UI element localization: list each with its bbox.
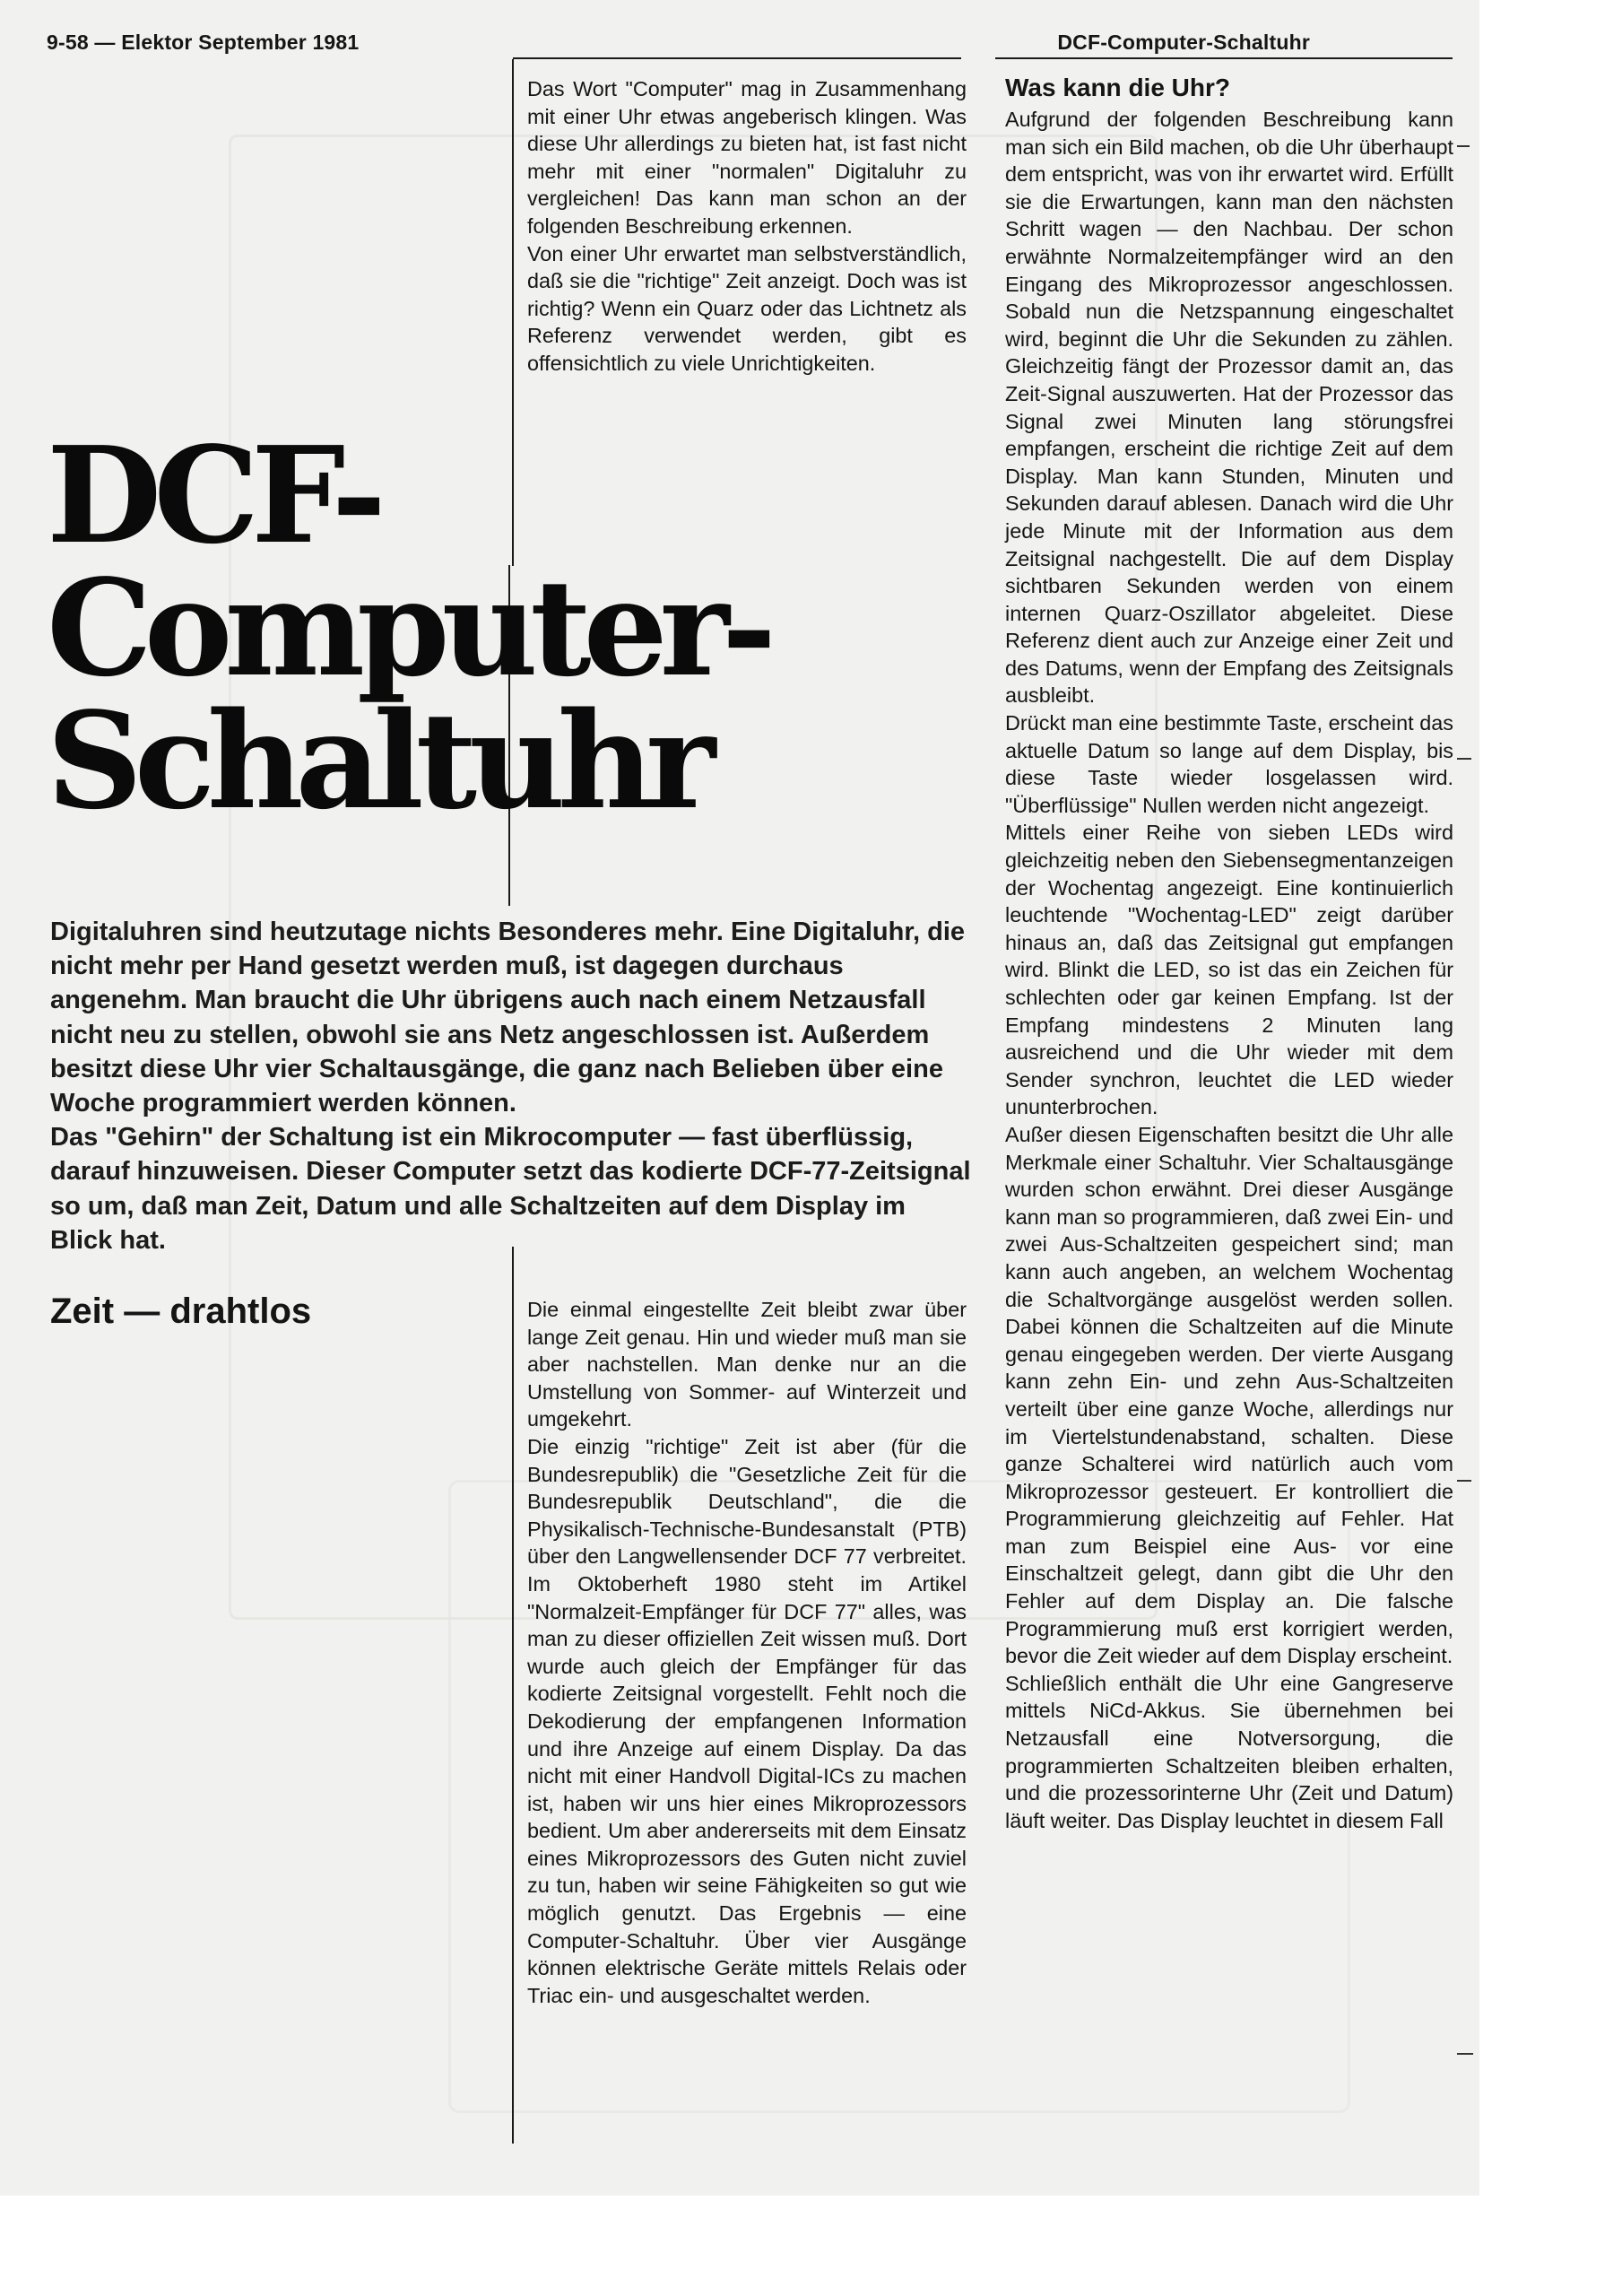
right-column <box>1005 72 1453 1834</box>
middle-column-bottom <box>527 1296 967 2009</box>
article-intro <box>50 915 974 1257</box>
paragraph: Schließlich enthält die Uhr eine Gangreserve mittels NiCd-Akkus. Sie übernehmen bei Netzausfall eine Notversorgung, die programmierten Schaltzeiten bleiben erhalten, und die prozessorinterne Uhr (Zeit und Datum) läuft weiter. Das Display leuchtet in diesem Fall <box>1005 1671 1453 1832</box>
page-header-left: 9-58 — Elektor September 1981 <box>47 30 360 54</box>
intro-paragraph: Digitaluhren sind heutzutage nichts Besonderes mehr. Eine Digitaluhr, die nicht mehr per Hand gesetzt werden muß, ist dagegen durchaus angenehm. Man braucht die Uhr übrigens auch nach einem Netzausfall nicht neu zu stellen, obwohl sie ans Netz angeschlossen ist. Außerdem besitzt diese Uhr vier Schaltausgänge, die ganz nach Belieben über eine Woche programmiert werden können. <box>50 918 966 1118</box>
margin-mark <box>1457 2053 1473 2055</box>
margin-mark <box>1457 1480 1471 1482</box>
article-title <box>47 417 782 839</box>
middle-column-top <box>527 75 967 378</box>
section-heading: Zeit — drahtlos <box>50 1292 312 1331</box>
title-line-1: DCF- <box>47 417 378 573</box>
paragraph: Mittels einer Reihe von sieben LEDs wird gleichzeitig neben den Siebensegmentanzeigen der Wochentag angezeigt. Eine kontinuierlich leuchtende "Wochentag-LED" zeigt darüber hinaus an, daß das Zeitsignal gut empfangen wird. Blinkt die LED, so ist das ein Zeichen für schlechten oder gar keinen Empfang. Ist der Empfang mindestens 2 Minuten lang ausreichend und die Uhr wieder mit dem Sender synchron, leuchtet die LED wieder ununterbrochen. <box>1005 821 1453 1119</box>
margin-mark <box>1457 145 1470 147</box>
page-header-right: DCF-Computer-Schaltuhr <box>1057 30 1310 54</box>
title-line-2: Computer- <box>47 550 769 706</box>
paragraph: Außer diesen Eigenschaften besitzt die Uhr alle Merkmale einer Schaltuhr. Vier Schaltausgänge wurden schon erwähnt. Drei dieser Ausgänge kann man so programmieren, daß zwei Ein- und zwei Aus-Schaltzeiten gespeichert sind; man kann auch angeben, an welchem Wochentag die Schaltvorgänge ausgelöst werden sollen. Dabei können die Schaltzeiten auf die Minute genau eingegeben werden. Der vierte Ausgang kann zehn Ein- und zehn Aus-Schaltzeiten verteilt über eine ganze Woche, allerdings nur im Viertelstundenabstand, schalten. Diese ganze Schalterei wird natürlich auch vom Mikroprozessor gesteuert. Er kontrolliert die Programmierung gleichzeitig auf Fehler. Hat man zum Beispiel eine Aus- vor eine Einschaltzeit gelegt, dann gibt die Uhr den Fehler auf dem Display an. Die falsche Programmierung muß erst korrigiert werden, bevor die Zeit wieder auf dem Display erscheint. <box>1005 1122 1453 1668</box>
paragraph: Die einmal eingestellte Zeit bleibt zwar über lange Zeit genau. Hin und wieder muß man sie aber nachstellen. Man denke nur an die Umstellung von Sommer- auf Winterzeit und umgekehrt. <box>527 1298 967 1431</box>
title-line-3: Schaltuhr <box>47 683 708 839</box>
paragraph: Die einzig "richtige" Zeit ist aber (für die Bundesrepublik) die "Gesetzliche Zeit für die Bundesrepublik Deutschland", die die Physikalisch-Technische-Bundesanstalt (PTB) über den Langwellensender DCF 77 verbreitet. Im Oktoberheft 1980 steht im Artikel "Normalzeit-Empfänger für DCF 77" alles, was man zu dieser offiziellen Zeit wissen muß. Dort wurde auch gleich der Empfänger für das kodierte Zeitsignal vorgestellt. Fehlt noch die Dekodierung der empfangenen Information und ihre Anzeige auf einem Display. Da das nicht mit einer Handvoll Digital-ICs zu machen ist, haben wir uns hier eines Mikroprozessors bedient. Um aber andererseits mit dem Einsatz eines Mikroprozessors des Guten nicht zuviel zu tun, haben wir seine Fähigkeiten so gut wie möglich genutzt. Das Ergebnis — eine Computer-Schaltuhr. Über vier Ausgänge können elektrische Geräte mittels Relais oder Triac ein- und ausgeschaltet werden. <box>527 1434 967 2007</box>
paragraph: Drückt man eine bestimmte Taste, erscheint das aktuelle Datum so lange auf dem Display, bis diese Taste wieder losgelassen wird. "Überflüssige" Nullen werden nicht angezeigt. <box>1005 711 1453 817</box>
header-rule-right <box>995 57 1453 59</box>
header-rule-middle <box>513 57 961 59</box>
paragraph: Aufgrund der folgenden Beschreibung kann man sich ein Bild machen, ob die Uhr überhaupt dem entspricht, was von ihr erwartet wird. Erfüllt sie die Erwartungen, kann man den nächsten Schritt wagen — den Nachbau. Der schon erwähnte Normalzeitempfänger wird an den Eingang des Mikroprozessor angeschlossen. Sobald nun die Netzspannung eingeschaltet wird, beginnt die Uhr die Sekunden zu zählen. Gleichzeitig fängt der Prozessor damit an, das Zeit-Signal auszuwerten. Hat der Prozessor das Signal zwei Minuten lang störungsfrei empfangen, erscheint die richtige Zeit auf dem Display. Man kann Stunden, Minuten und Sekunden darauf ablesen. Danach wird die Uhr jede Minute mit der Information aus dem Zeitsignal nachgestellt. Die auf dem Display sichtbaren Sekunden werden von einem internen Quarz-Oszillator abgeleitet. Diese Referenz dient auch zur Anzeige einer Zeit und des Datums, wenn der Empfang des Zeitsignals ausbleibt. <box>1005 108 1453 708</box>
paragraph: Von einer Uhr erwartet man selbstverständlich, daß sie die "richtige" Zeit anzeigt. Doch was ist richtig? Wenn ein Quarz oder das Lichtnetz als Referenz verwendet werden, gibt es offensichtlich zu viele Unrichtigkeiten. <box>527 241 967 375</box>
margin-mark <box>1457 758 1471 760</box>
paragraph: Das Wort "Computer" mag in Zusammenhang mit einer Uhr etwas angeberisch klingen. Was diese Uhr allerdings zu bieten hat, ist fast nicht mehr mit einer "normalen" Digitaluhr zu vergleichen! Das kann man schon an der folgenden Beschreibung erkennen. <box>527 77 967 238</box>
intro-paragraph: Das "Gehirn" der Schaltung ist ein Mikrocomputer — fast überflüssig, darauf hinzuweisen. Dieser Computer setzt das kodierte DCF-77-Zeitsignal so um, daß man Zeit, Datum und alle Schaltzeiten auf dem Display im Blick hat. <box>50 1123 971 1255</box>
column-divider-bottom <box>512 1247 514 2144</box>
right-column-subheading: Was kann die Uhr? <box>1005 74 1231 101</box>
